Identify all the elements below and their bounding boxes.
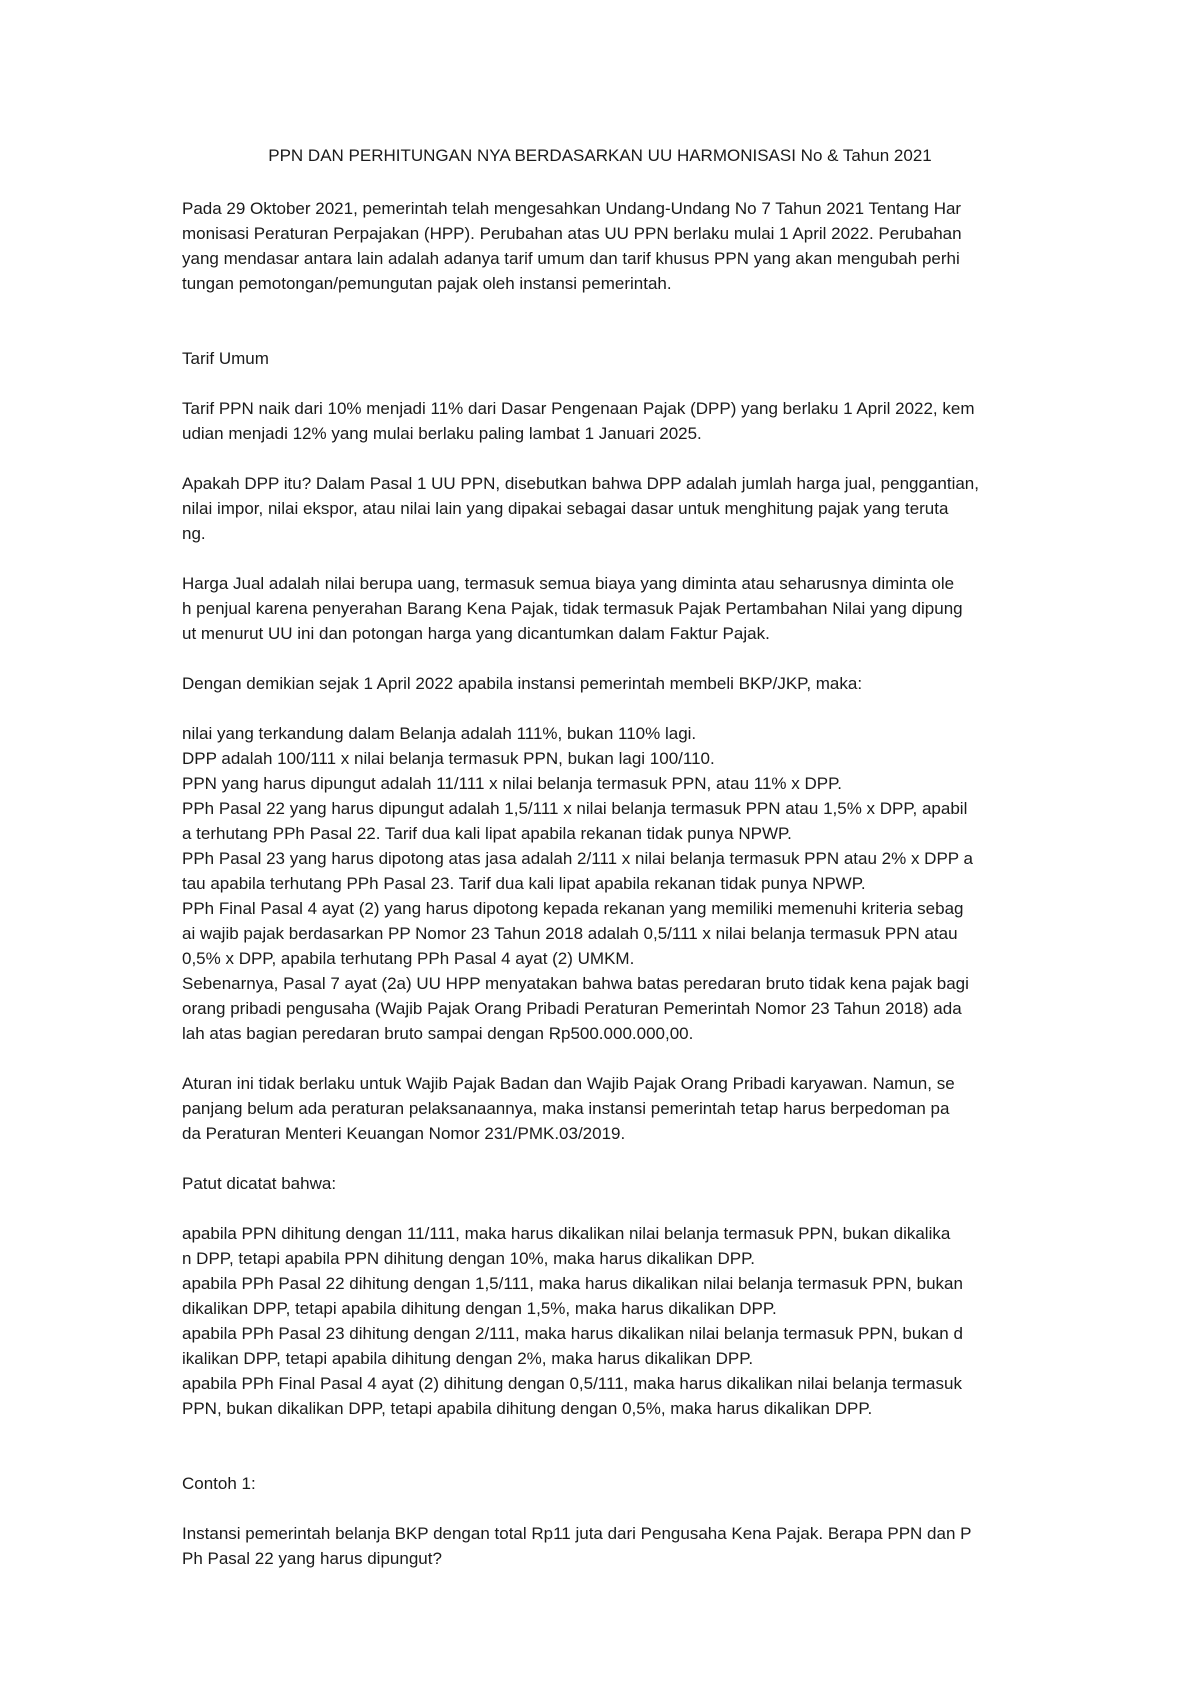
text-line: PPh Final Pasal 4 ayat (2) yang harus dipotong kepada rekanan yang memiliki memenuhi kriteria sebag bbox=[182, 899, 964, 918]
text-line: orang pribadi pengusaha (Wajib Pajak Orang Pribadi Peraturan Pemerintah Nomor 23 Tahun 2018) ada bbox=[182, 999, 962, 1018]
text-line: apabila PPh Pasal 23 dihitung dengan 2/111, maka harus dikalikan nilai belanja termasuk PPN, bukan d bbox=[182, 1324, 963, 1343]
text-line: panjang belum ada peraturan pelaksanaannya, maka instansi pemerintah tetap harus berpedoman pa bbox=[182, 1099, 950, 1118]
contoh-heading: Contoh 1: bbox=[182, 1474, 256, 1493]
section-heading-tarif-umum: Tarif Umum bbox=[182, 349, 269, 368]
text-line: PPh Pasal 23 yang harus dipotong atas jasa adalah 2/111 x nilai belanja termasuk PPN atau 2% x DPP a bbox=[182, 849, 973, 868]
text-line: dikalikan DPP, tetapi apabila dihitung dengan 1,5%, maka harus dikalikan DPP. bbox=[182, 1299, 777, 1318]
document-title: PPN DAN PERHITUNGAN NYA BERDASARKAN UU HARMONISASI No & Tahun 2021 bbox=[268, 146, 932, 165]
dpp-paragraph bbox=[182, 471, 1042, 546]
text-line: nilai impor, nilai ekspor, atau nilai lain yang dipakai sebagai dasar untuk menghitung pajak yang teruta bbox=[182, 499, 949, 518]
text-line: PPN yang harus dipungut adalah 11/111 x nilai belanja termasuk PPN, atau 11% x DPP. bbox=[182, 774, 842, 793]
apabila-paragraph bbox=[182, 1221, 1042, 1421]
text-line: ng. bbox=[182, 524, 206, 543]
text-line: apabila PPN dihitung dengan 11/111, maka harus dikalikan nilai belanja termasuk PPN, bukan dikalika bbox=[182, 1224, 951, 1243]
text-line: Harga Jual adalah nilai berupa uang, termasuk semua biaya yang diminta atau seharusnya diminta ole bbox=[182, 574, 955, 593]
text-line: a terhutang PPh Pasal 22. Tarif dua kali lipat apabila rekanan tidak punya NPWP. bbox=[182, 824, 792, 843]
text-line: Ph Pasal 22 yang harus dipungut? bbox=[182, 1549, 442, 1568]
text-line: PPN, bukan dikalikan DPP, tetapi apabila dihitung dengan 0,5%, maka harus dikalikan DPP. bbox=[182, 1399, 873, 1418]
text-line: ikalikan DPP, tetapi apabila dihitung dengan 2%, maka harus dikalikan DPP. bbox=[182, 1349, 754, 1368]
text-line: 0,5% x DPP, apabila terhutang PPh Pasal 4 ayat (2) UMKM. bbox=[182, 949, 635, 968]
text-line: tungan pemotongan/pemungutan pajak oleh instansi pemerintah. bbox=[182, 274, 672, 293]
tarif-paragraph bbox=[182, 396, 1042, 446]
text-line: n DPP, tetapi apabila PPN dihitung dengan 10%, maka harus dikalikan DPP. bbox=[182, 1249, 756, 1268]
text-line: tau apabila terhutang PPh Pasal 23. Tarif dua kali lipat apabila rekanan tidak punya NPWP. bbox=[182, 874, 866, 893]
text-line: apabila PPh Final Pasal 4 ayat (2) dihitung dengan 0,5/111, maka harus dikalikan nilai belanja termasuk bbox=[182, 1374, 962, 1393]
text-line: apabila PPh Pasal 22 dihitung dengan 1,5/111, maka harus dikalikan nilai belanja termasuk PPN, bukan bbox=[182, 1274, 963, 1293]
text-line: da Peraturan Menteri Keuangan Nomor 231/PMK.03/2019. bbox=[182, 1124, 626, 1143]
dengan-demikian-line: Dengan demikian sejak 1 April 2022 apabila instansi pemerintah membeli BKP/JKP, maka: bbox=[182, 674, 863, 693]
text-line: h penjual karena penyerahan Barang Kena Pajak, tidak termasuk Pajak Pertambahan Nilai yang dipung bbox=[182, 599, 963, 618]
contoh-paragraph bbox=[182, 1521, 1042, 1571]
aturan-paragraph bbox=[182, 1071, 1042, 1146]
text-line: Tarif PPN naik dari 10% menjadi 11% dari Dasar Pengenaan Pajak (DPP) yang berlaku 1 April 2022, kem bbox=[182, 399, 975, 418]
text-line: yang mendasar antara lain adalah adanya tarif umum dan tarif khusus PPN yang akan mengubah perhi bbox=[182, 249, 960, 268]
text-line: Instansi pemerintah belanja BKP dengan total Rp11 juta dari Pengusaha Kena Pajak. Berapa PPN dan P bbox=[182, 1524, 972, 1543]
text-line: Aturan ini tidak berlaku untuk Wajib Pajak Badan dan Wajib Pajak Orang Pribadi karyawan. Namun, se bbox=[182, 1074, 955, 1093]
text-line: nilai yang terkandung dalam Belanja adalah 111%, bukan 110% lagi. bbox=[182, 724, 697, 743]
text-line: monisasi Peraturan Perpajakan (HPP). Perubahan atas UU PPN berlaku mulai 1 April 2022. Perubahan bbox=[182, 224, 962, 243]
text-line: ut menurut UU ini dan potongan harga yang dicantumkan dalam Faktur Pajak. bbox=[182, 624, 770, 643]
document-body bbox=[182, 196, 1042, 1571]
text-line: DPP adalah 100/111 x nilai belanja termasuk PPN, bukan lagi 100/110. bbox=[182, 749, 715, 768]
text-line: udian menjadi 12% yang mulai berlaku paling lambat 1 Januari 2025. bbox=[182, 424, 702, 443]
text-line: Apakah DPP itu? Dalam Pasal 1 UU PPN, disebutkan bahwa DPP adalah jumlah harga jual, penggantian, bbox=[182, 474, 979, 493]
harga-jual-paragraph bbox=[182, 571, 1042, 646]
intro-paragraph bbox=[182, 196, 1042, 296]
text-line: lah atas bagian peredaran bruto sampai dengan Rp500.000.000,00. bbox=[182, 1024, 694, 1043]
text-line: ai wajib pajak berdasarkan PP Nomor 23 Tahun 2018 adalah 0,5/111 x nilai belanja termasuk PPN atau bbox=[182, 924, 958, 943]
text-line: PPh Pasal 22 yang harus dipungut adalah 1,5/111 x nilai belanja termasuk PPN atau 1,5% x DPP, apabil bbox=[182, 799, 968, 818]
text-line: Sebenarnya, Pasal 7 ayat (2a) UU HPP menyatakan bahwa batas peredaran bruto tidak kena pajak bagi bbox=[182, 974, 969, 993]
list-paragraph bbox=[182, 721, 1042, 1046]
patut-dicatat-line: Patut dicatat bahwa: bbox=[182, 1174, 337, 1193]
text-line: Pada 29 Oktober 2021, pemerintah telah mengesahkan Undang-Undang No 7 Tahun 2021 Tentang Har bbox=[182, 199, 962, 218]
